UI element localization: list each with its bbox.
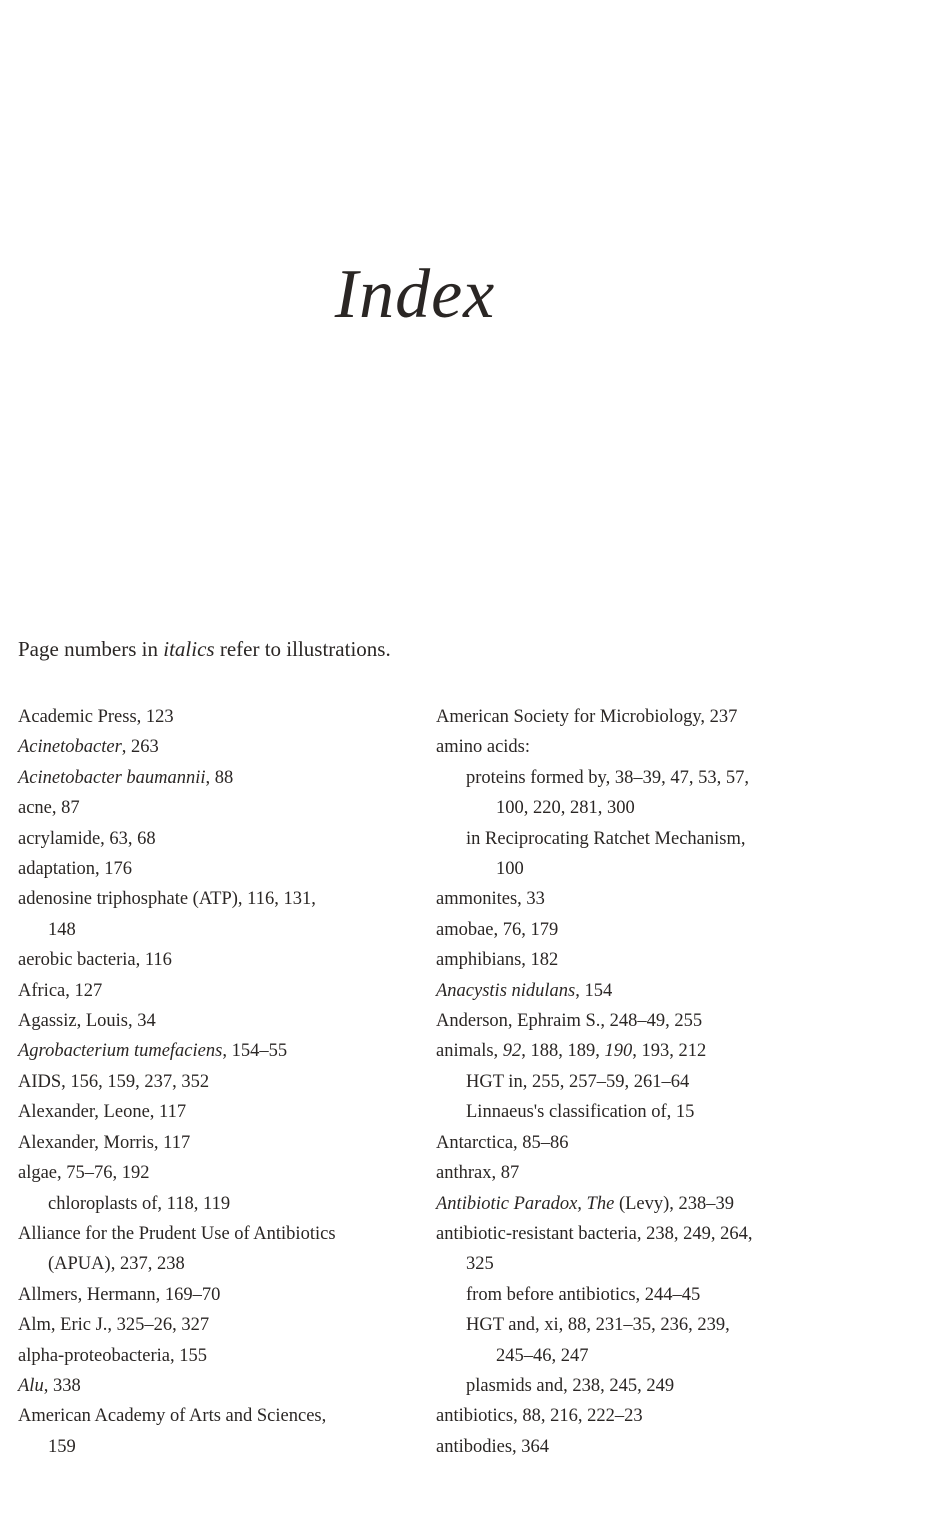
index-entry [436,1280,856,1310]
index-entry-text: American Academy of Arts and Sciences, [18,1406,327,1427]
index-entry-text: Alexander, Leone, 117 [18,1102,187,1123]
index-entry-text: Acinetobacter [18,737,122,758]
index-entry-text: Acinetobacter baumannii [18,767,206,788]
index-entry-text: Antibiotic Paradox, The [436,1193,615,1214]
index-entry [18,1371,418,1401]
index-entry [436,793,856,823]
index-entry-text: plasmids and, 238, 245, 249 [466,1375,675,1396]
index-entry [436,1036,856,1066]
index-entry [18,1280,418,1310]
index-entry [18,824,418,854]
index-entry-text: Alexander, Morris, 117 [18,1132,191,1153]
index-entry [436,1128,856,1158]
index-entry-text: 325 [466,1254,494,1275]
index-entry-pages: (Levy), 238–39 [614,1193,735,1214]
index-entry-pages: , 154–55 [222,1041,288,1062]
index-entry [18,884,418,914]
index-entry [436,1310,856,1340]
index-entry [18,915,418,945]
index-entry-text: HGT and, xi, 88, 231–35, 236, 239, [466,1315,730,1336]
index-entry [436,763,856,793]
index-entry [436,1006,856,1036]
index-entry-text: 100 [496,859,524,880]
index-entry [436,854,856,884]
index-entry [436,702,856,732]
index-entry-text: algae, 75–76, 192 [18,1163,150,1184]
index-entry [18,702,418,732]
index-entry-text: antibiotics, 88, 216, 222–23 [436,1406,643,1427]
index-entry-text: aerobic bacteria, 116 [18,950,172,971]
index-entry [436,824,856,854]
index-entry-text: antibodies, 364 [436,1436,550,1457]
index-entry [18,854,418,884]
index-entry-text: Anderson, Ephraim S., 248–49, 255 [436,1011,703,1032]
index-entry-text: anthrax, 87 [436,1163,520,1184]
index-entry [436,1432,856,1462]
index-entry-text: (APUA), 237, 238 [48,1254,185,1275]
index-entry-text: Alu [18,1375,44,1396]
index-entry [18,976,418,1006]
index-entry [436,1401,856,1431]
index-entry-text: 148 [48,919,76,940]
index-entry-segment: animals, [436,1041,503,1062]
index-column-right [436,702,856,1462]
index-entry [436,945,856,975]
index-entry-text: HGT in, 255, 257–59, 261–64 [466,1071,690,1092]
index-entry-text: AIDS, 156, 159, 237, 352 [18,1071,210,1092]
index-entry [436,1249,856,1279]
index-entry-text: alpha-proteobacteria, 155 [18,1345,208,1366]
index-entry-text: amino acids: [436,737,531,758]
index-entry-pages: , 154 [575,980,613,1001]
index-entry [18,1189,418,1219]
index-entry [18,1097,418,1127]
index-entry-text: American Society for Microbiology, 237 [436,707,738,727]
index-entry [18,763,418,793]
index-entry [436,1219,856,1249]
index-entry [18,1432,418,1462]
index-entry [18,1067,418,1097]
index-entry [18,793,418,823]
index-entry-text: Alliance for the Prudent Use of Antibiotics [18,1223,336,1244]
index-entry [18,1310,418,1340]
note-before: Page numbers in [18,637,164,661]
index-entry-text: acne, 87 [18,798,80,819]
index-entry-text: in Reciprocating Ratchet Mechanism, [466,828,746,849]
index-entry-text: Anacystis nidulans [436,980,576,1001]
note-italic: italics [163,637,215,661]
index-entry-segment: , 193, 212 [632,1041,707,1062]
index-entry [436,1341,856,1371]
index-note [18,632,391,666]
index-entry [436,732,856,762]
index-entry-pages: , 263 [121,737,159,758]
index-entry-text: Allmers, Hermann, 169–70 [18,1284,221,1305]
index-entry-text: Africa, 127 [18,980,103,1001]
index-entry-text: 159 [48,1436,76,1457]
index-entry [436,1189,856,1219]
index-entry-pages: , 338 [43,1375,81,1396]
index-entry [436,976,856,1006]
index-column-left [18,702,418,1462]
index-entry-segment: , 188, 189, [521,1041,605,1062]
index-entry-segment: 190 [604,1041,633,1062]
index-entry [18,1128,418,1158]
index-entry [18,1036,418,1066]
index-entry-text: Alm, Eric J., 325–26, 327 [18,1315,210,1336]
index-entry-text: Linnaeus's classification of, 15 [466,1102,695,1123]
index-entry-text: proteins formed by, 38–39, 47, 53, 57, [466,767,749,788]
index-entry-text: Antarctica, 85–86 [436,1132,569,1153]
index-entry-text: from before antibiotics, 244–45 [466,1284,701,1305]
index-entry-text: chloroplasts of, 118, 119 [48,1193,231,1214]
index-entry-text: 100, 220, 281, 300 [496,798,635,819]
index-entry-segment: 92 [502,1041,522,1062]
index-entry [436,1067,856,1097]
index-entry [18,1006,418,1036]
index-entry-text: 245–46, 247 [496,1345,589,1366]
index-entry-text: adenosine triphosphate (ATP), 116, 131, [18,889,316,910]
note-after: refer to illustrations. [214,637,391,661]
index-entry [436,1158,856,1188]
index-entry [18,945,418,975]
index-entry [18,1401,418,1431]
index-entry [436,1097,856,1127]
page-title: Index [334,256,496,333]
index-entry [436,915,856,945]
index-entry-text: amphibians, 182 [436,950,559,971]
index-entry [436,884,856,914]
index-entry [18,1219,418,1249]
index-entry-text: adaptation, 176 [18,859,133,880]
index-entry [18,732,418,762]
index-entry-text: acrylamide, 63, 68 [18,828,156,849]
index-entry-text: Academic Press, 123 [18,707,174,727]
index-entry-pages: , 88 [205,767,234,788]
index-entry-text: ammonites, 33 [436,889,545,910]
index-entry [18,1158,418,1188]
index-entry-text: Agassiz, Louis, 34 [18,1011,156,1032]
index-entry [18,1249,418,1279]
index-entry-text: Agrobacterium tumefaciens [18,1041,223,1062]
index-entry-text: amobae, 76, 179 [436,919,559,940]
index-entry [436,1371,856,1401]
index-entry [18,1341,418,1371]
index-entry-text: antibiotic-resistant bacteria, 238, 249, 264, [436,1223,753,1244]
